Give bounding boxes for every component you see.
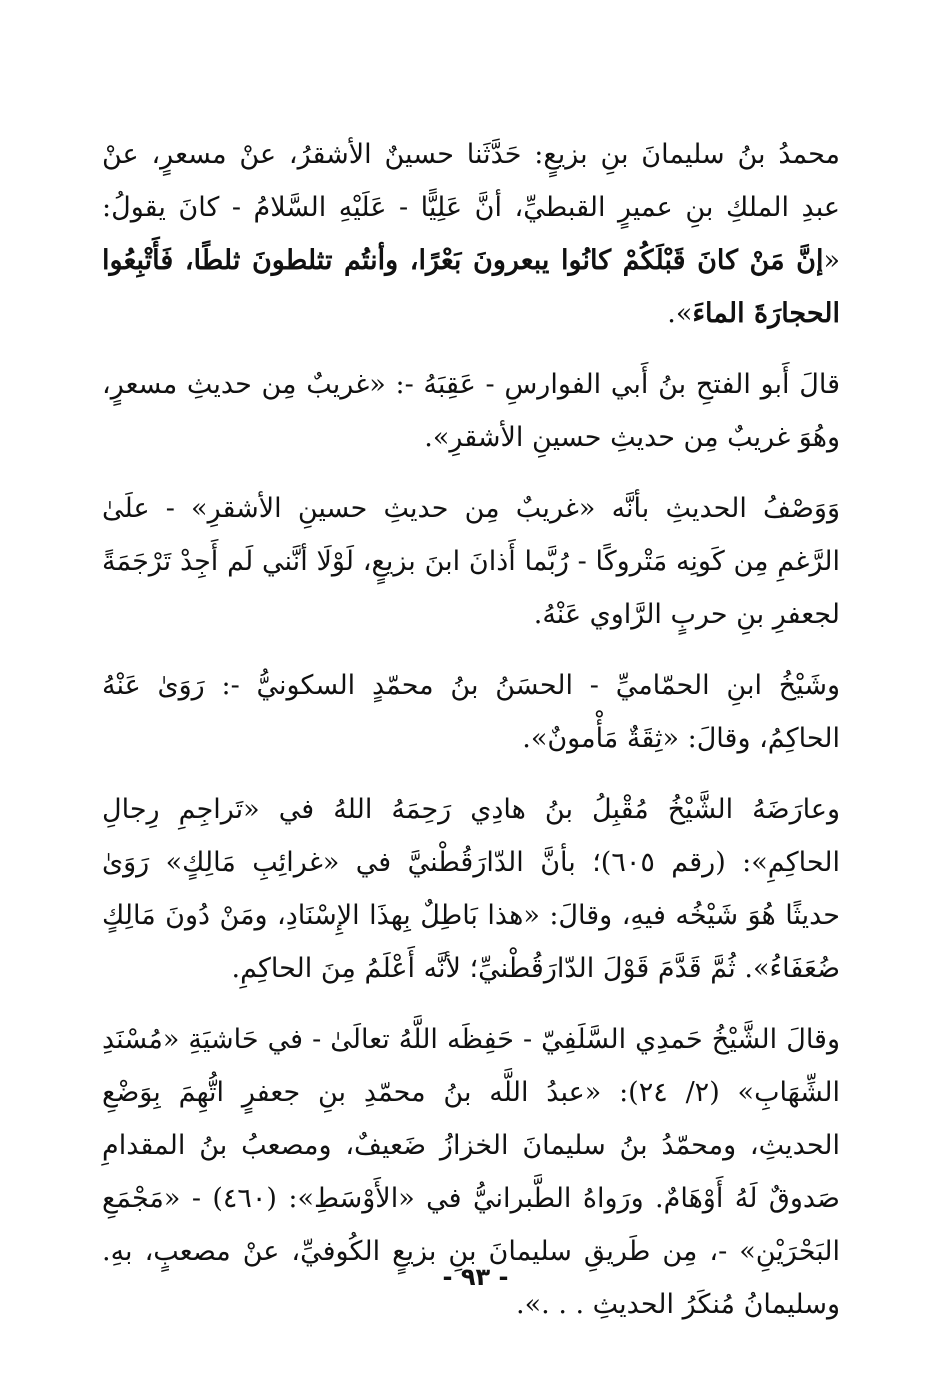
paragraph-5: وعارَضَهُ الشَّيْخُ مُقْبِلُ بنُ هادِي رَحِمَهُ اللهُ في «تَراجِمِ رِجالِ الحاكِمِ»: (رقم ٦٠٥)؛ بأنَّ الدّارَقُطْنيَّ في «غرائِبِ مَالِكٍ» رَوَىٰ حديثًا هُوَ شَيْخُه فيهِ، وقالَ: «هذا بَاطِلٌ بِهذَا الإِسْنَادِ، ومَنْ دُونَ مَالِكٍ ضُعَفَاءُ». ثُمَّ قَدَّمَ قَوْلَ الدّارَقُطْنيِّ؛ لأنَّه أَعْلَمُ مِنَ الحاكِمِ. <box>102 794 840 984</box>
paragraph-1-tail: ». <box>667 298 693 329</box>
paragraph-4: وشَيْخُ ابنِ الحمّاميِّ - الحسَنُ بنُ محمّدٍ السكونيُّ -: رَوَىٰ عَنْهُ الحاكِمُ، وقالَ: «ثِقَةٌ مَأْمونٌ». <box>102 670 840 754</box>
page-number: - ٩٣ - <box>442 1263 509 1291</box>
paragraph-1 <box>102 128 840 340</box>
body-text <box>102 128 840 1349</box>
paragraph-3: وَوَصْفُ الحديثِ بأنَّه «غريبٌ مِن حديثِ حسينِ الأشقرِ» - علَىٰ الرَّغمِ مِن كَونِه مَتْروكًا - رُبَّما أَذانَ ابنَ بزيعٍ، لَوْلَا أنَّني لَم أَجِدْ تَرْجَمَةً لجعفرِ بنِ حربٍ الرَّاوي عَنْهُ. <box>102 493 840 630</box>
hadith-quote: إنَّ مَنْ كانَ قَبْلَكُمْ كانُوا يبعرونَ بَعْرًا، وأنتُم تثلطونَ ثلطًا، فَأَتْبِعُوا الحجارَةَ الماءَ <box>102 245 840 329</box>
paragraph-1-text: محمدُ بنُ سليمانَ بنِ بزيعٍ: حَدَّثَنا حسينٌ الأشقرُ، عنْ مسعرٍ، عنْ عبدِ الملكِ بنِ عميرٍ القبطيِّ، أنَّ عَلِيًّا - عَلَيْهِ السَّلامُ - كانَ يقولُ: « <box>102 139 840 276</box>
paragraph-2: قالَ أَبو الفتحِ بنُ أَبي الفوارسِ - عَقِبَهُ -: «غريبٌ مِن حديثِ مسعرٍ، وهُوَ غريبٌ مِن حديثِ حسينِ الأشقرِ». <box>102 369 840 453</box>
paragraph-6: وقالَ الشَّيْخُ حَمدِي السَّلَفِيّ - حَفِظَه اللَّهُ تعالَىٰ - في حَاشيَةِ «مُسْنَدِ الشِّهَابِ» (٢/ ٢٤): «عبدُ اللَّه بنُ محمّدِ بنِ جعفرٍ اتُّهِمَ بِوَضْعِ الحديثِ، ومحمّدُ بنُ سليمانَ الخزازُ ضَعيفٌ، ومصعبُ بنُ المقدامِ صَدوقٌ لَهُ أَوْهَامٌ. ورَواهُ الطَّبرانيُّ في «الأَوْسَطِ»: (٤٦٠) - «مَجْمَعِ البَحْرَيْنِ» -، مِن طَريقِ سليمانَ بنِ بزيعٍ الكُوفيِّ، عنْ مصعبٍ، بهِ. وسليمانُ مُنكَرُ الحديثِ . . .». <box>102 1024 840 1320</box>
